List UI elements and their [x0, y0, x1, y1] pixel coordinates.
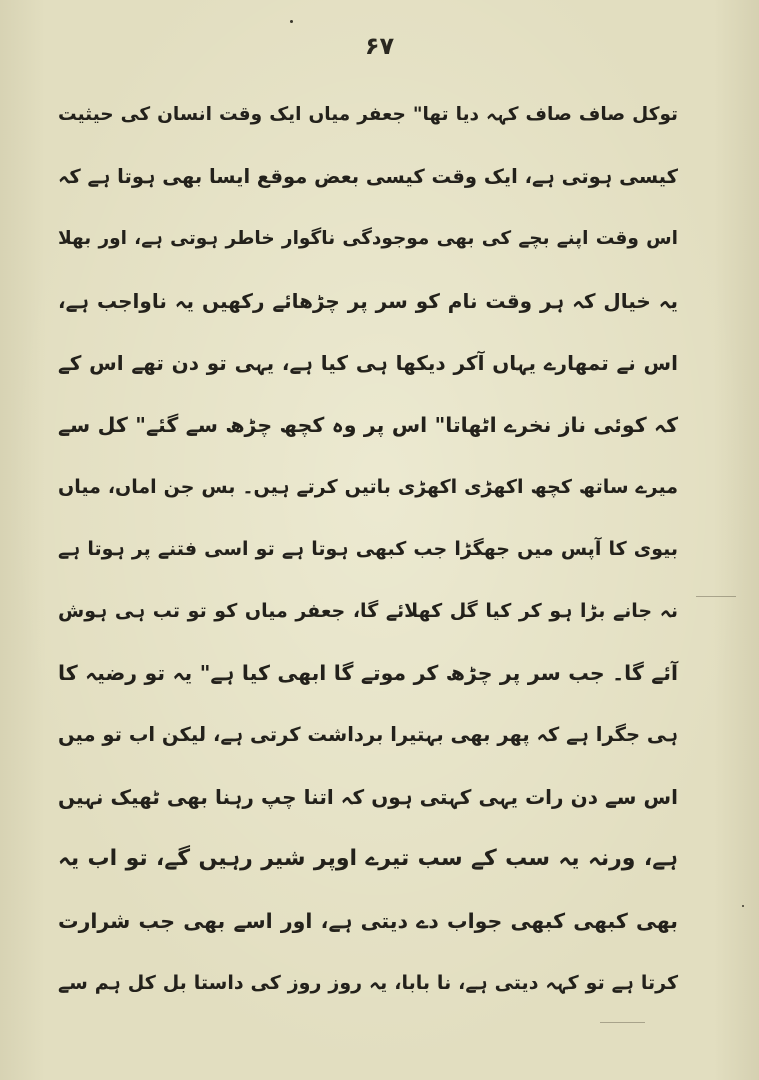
text-line: اس سے دن رات یہی کہتی ہوں کہ اتنا چپ رہنا بھی ٹھیک نہیں [58, 785, 678, 809]
text-line: بیوی کا آپس میں جھگڑا جب کبھی ہوتا ہے تو اسی فتنے پر ہوتا ہے [58, 538, 678, 560]
text-line: ہے، ورنہ یہ سب کے سب تیرے اوپر شیر رہیں گے، تو اب یہ [58, 846, 678, 871]
text-line: کہ کوئی ناز نخرے اٹھاتا" اس پر وہ کچھ چڑھ سے گئے" کل سے [58, 413, 678, 437]
paper-mark [696, 596, 736, 597]
body-text [58, 84, 678, 1014]
text-line: بھی کبھی کبھی جواب دے دیتی ہے، اور اسے بھی جب شرارت [58, 909, 678, 933]
ink-speck [742, 905, 744, 907]
text-line: میرے ساتھ کچھ اکھڑی اکھڑی باتیں کرتے ہیں۔ بس جن اماں، میاں [58, 476, 678, 498]
ink-speck [290, 20, 293, 23]
text-line: نہ جانے بڑا ہو کر کیا گل کھلائے گا، جعفر میاں کو تو تب ہی ہوش [58, 600, 678, 622]
page-number: ۶۷ [364, 32, 395, 60]
text-line: اس وقت اپنے بچے کی بھی موجودگی ناگوار خاطر ہوتی ہے، اور بھلا [58, 228, 678, 249]
paper-mark [600, 1022, 645, 1023]
text-line: اس نے تمھارے یہاں آکر دیکھا ہی کیا ہے، یہی تو دن تھے اس کے [58, 351, 678, 375]
text-line: کیسی ہوتی ہے، ایک وقت کیسی بعض موقع ایسا بھی ہوتا ہے کہ [57, 165, 678, 188]
text-line: آئے گا۔ جب سر پر چڑھ کر موتے گا ابھی کیا ہے" یہ تو رضیہ کا [58, 661, 678, 685]
text-line: کرتا ہے تو کہہ دیتی ہے، نا بابا، یہ روز روز کی داستا بل کل ہم سے [58, 972, 678, 994]
text-line: ہی جگرا ہے کہ پھر بھی بہتیرا برداشت کرتی ہے، لیکن اب تو میں [58, 723, 678, 746]
text-line: توکل صاف صاف کہہ دیا تھا" جعفر میاں ایک وقت انسان کی حیثیت [58, 104, 678, 125]
text-line: یہ خیال کہ ہر وقت نام کو سر پر چڑھائے رکھیں یہ ناواجب ہے، [58, 289, 678, 313]
